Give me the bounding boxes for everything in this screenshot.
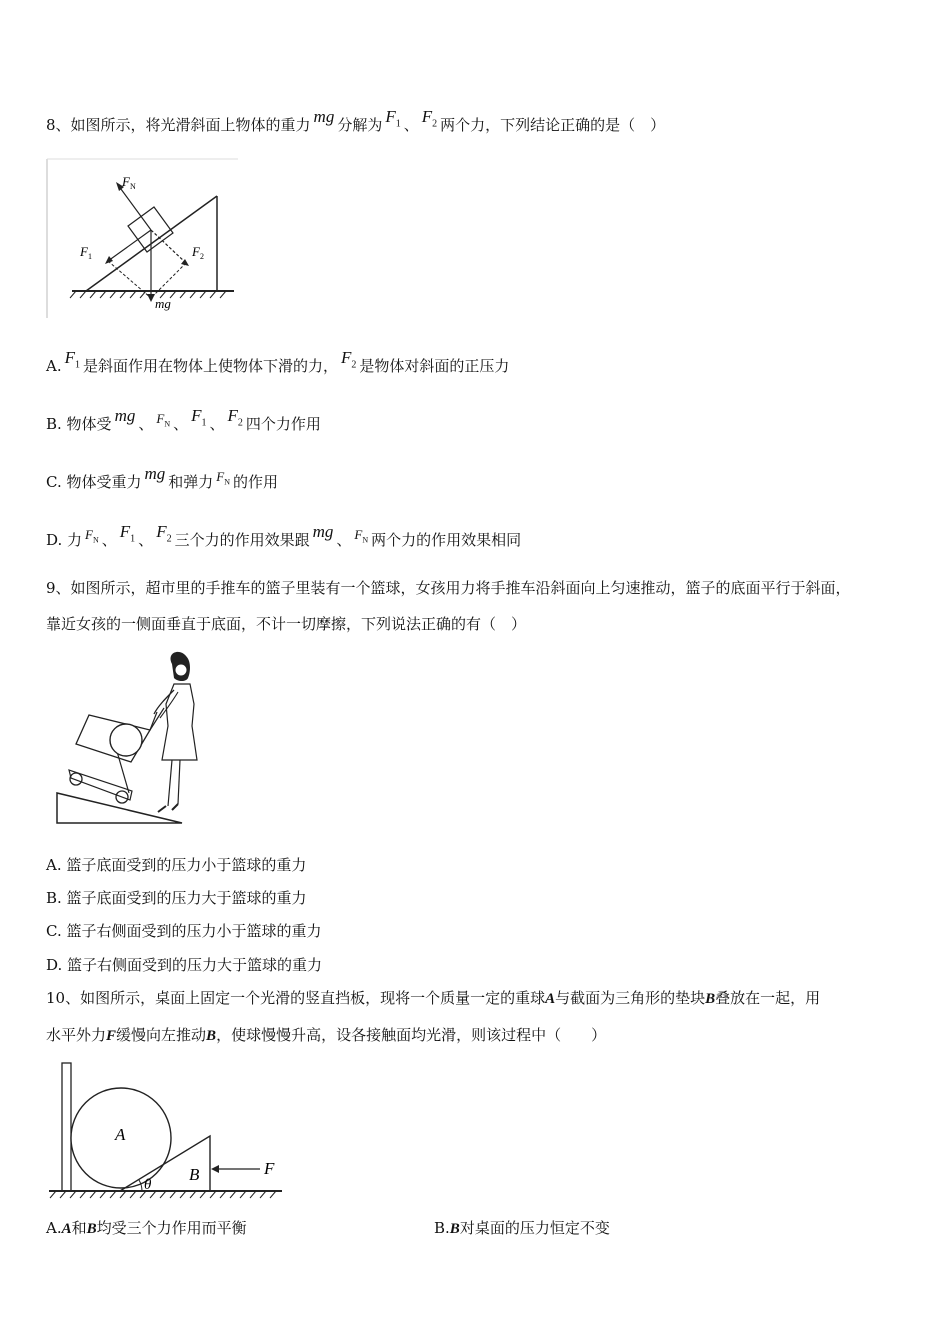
fn-label: $F_N$	[122, 174, 136, 191]
q8-option-b: B. 物体受 mg 、 $F_N$ 、 $F_1$ 、 $F_2$ 四个力作用	[46, 406, 321, 433]
f2-label: $F_2$	[192, 244, 204, 261]
wedge-b-label: B	[189, 1165, 200, 1184]
f1-label: $F_1$	[80, 244, 92, 261]
q10-ball-wedge-figure	[46, 1060, 286, 1208]
q10-option-b: B.B对桌面的压力恒定不变	[434, 1219, 610, 1237]
mg-label: mg	[155, 296, 171, 311]
force-f-label: F	[264, 1159, 275, 1178]
f2-symbol: $F_2$	[421, 107, 438, 130]
mg-symbol: mg	[313, 107, 335, 126]
q8-stem: 8、如图所示，将光滑斜面上物体的重力 mg 分解为 $F_1$ 、 $F_2$ 两个力，下列结论正确的是（ ）	[46, 107, 666, 134]
q9-option-d: D. 篮子右侧面受到的压力大于篮球的重力	[46, 956, 323, 974]
q8-option-d: D. 力 $F_N$ 、 $F_1$ 、 $F_2$ 三个力的作用效果跟 mg 、 $F_N$ 两个力的作用效果相同	[46, 522, 522, 549]
f1-symbol: $F_1$	[385, 107, 401, 130]
q10-stem-line-1: 10、如图所示，桌面上固定一个光滑的竖直挡板，现将一个质量一定的重球A与截面为三角形的垫块B叠放在一起，用	[46, 989, 821, 1007]
theta-label: θ	[144, 1177, 152, 1193]
q8-option-c: C. 物体受重力 mg 和弹力 $F_N$ 的作用	[46, 464, 279, 491]
ball-a-label: A	[115, 1125, 126, 1144]
q9-stem-line-2: 靠近女孩的一侧面垂直于底面，不计一切摩擦，下列说法正确的有（ ）	[46, 615, 527, 633]
q9-cart-figure	[54, 648, 199, 830]
q10-stem-line-2: 水平外力F缓慢向左推动B，使球慢慢升高，设各接触面均光滑，则该过程中（ ）	[46, 1026, 607, 1044]
q9-stem-line-1: 9、如图所示，超市里的手推车的篮子里装有一个篮球，女孩用力将手推车沿斜面向上匀速推动，篮子的底面平行于斜面，	[46, 579, 851, 597]
q8-incline-figure	[46, 158, 241, 320]
q10-option-a: A.A和B均受三个力作用而平衡	[46, 1219, 247, 1237]
q9-option-c: C. 篮子右侧面受到的压力小于篮球的重力	[46, 922, 322, 940]
q8-option-a: A. $F_1$ 是斜面作用在物体上使物体下滑的力， $F_2$ 是物体对斜面的正压力	[46, 348, 510, 375]
q9-option-b: B. 篮子底面受到的压力大于篮球的重力	[46, 889, 307, 907]
q9-option-a: A. 篮子底面受到的压力小于篮球的重力	[46, 856, 307, 874]
